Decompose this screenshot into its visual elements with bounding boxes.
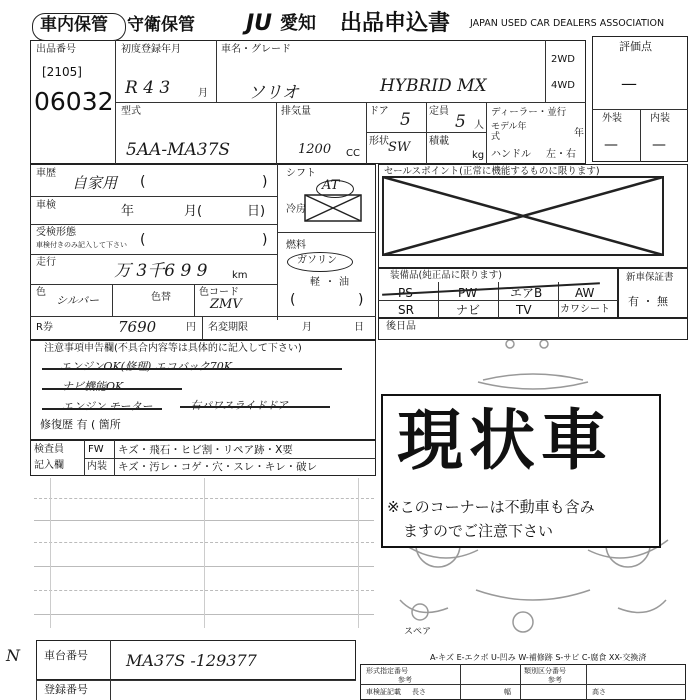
handle-label: ハンドル [491,149,531,160]
lot-bracket: [2105] [42,65,82,79]
sales-point-cross [382,176,664,256]
capacity-label: 定員 [429,106,449,117]
notes-line3b-strike [180,406,330,408]
notes-line1-strike [42,368,342,370]
dealer-label: ディーラー・並行 [491,107,567,118]
displacement-label: 排気量 [281,106,311,117]
new-cert-options: 有 ・ 無 [628,295,668,308]
mileage-unit: km [232,270,248,281]
type-label: 型式 [121,106,141,117]
fuel-gas: ガソリン [297,255,337,266]
form-title: 出品申込書 [340,11,451,36]
equip-airbag: エアB [510,286,543,300]
new-cert-label: 新車保証書 [626,272,674,283]
equipment-label: 装備品(純正品に限ります) [390,270,502,281]
org-name: 愛知 [280,13,316,34]
shape-label: 形状 [369,136,389,147]
length-label: 長さ [412,688,426,696]
color-value: シルバー [56,294,99,307]
rating-value: — [621,74,637,93]
banner-note2: ますのでご注意下さい [403,522,554,540]
post-box [378,318,688,340]
recycle-value: 7690 [118,318,157,336]
history-value: 自家用 [72,174,118,192]
checker-row1: キズ・飛石・ヒビ割・リペア跡・X要 [118,444,293,456]
inspection-month: 月( [184,204,203,219]
first-reg-unit: 月 [198,88,208,99]
displacement-unit: CC [346,148,360,159]
equip-navi: ナビ [456,303,481,317]
history-open: ( [140,174,146,190]
type-value: 5AA-MA37S [126,140,231,160]
drive-4wd: 4WD [551,80,575,91]
banner-title: 現状車 [397,402,613,479]
recycle-label: R券 [36,322,53,333]
mileage-value: 万 3千6 9 9 [114,261,208,281]
history-label: 車歴 [36,168,56,179]
lot-label: 出品番号 [36,44,76,55]
checker-label2: 記入欄 [34,460,64,471]
equip-pw: PW [458,286,478,300]
ju-logo: JU [246,11,273,36]
repair-history: 修復歴 有 ( 箇所 [40,418,121,431]
height-label: 高さ [592,688,606,696]
deadline-label: 名変期限 [208,322,248,333]
name-label: 車名・グレード [221,44,291,55]
deadline-month: 月 [302,322,312,333]
recv-open: ( [140,232,146,248]
recv-close: ) [262,232,268,248]
size-label: 車検証記載 [366,688,401,696]
model-year-label: モデル年式 [491,122,527,142]
fuel-label: 燃料 [286,240,306,251]
post-label: 後日品 [386,321,416,332]
damage-legend: A-キズ E-エクボ U-凹み W-補修跡 S-サビ C-腐食 XX-交換済 [430,653,647,662]
chassis-label: 車台番号 [44,649,88,662]
equip-sr: SR [398,303,414,317]
notes-line3b: 右パワスライドドア [190,399,289,412]
class-code-ref: 参考 [548,676,562,684]
capacity-value: 5 [455,112,466,132]
notes-label: 注意事項申告欄(不具合内容等は具体的に記入して下さい) [44,343,302,354]
fuel-close: ) [358,292,364,308]
recycle-unit: 円 [186,322,196,333]
fuel-oil: 油 [339,277,349,288]
inspection-label: 車検 [36,200,56,211]
chassis-value: MA37S -129377 [126,651,257,670]
checker-int: 内装 [87,461,107,472]
fuel-light: 軽 [310,277,320,288]
exterior-label: 外装 [602,113,622,124]
shift-label: シフト [286,168,316,179]
banner-note1: ※このコーナーは不動車も含み [387,498,595,516]
model-year-unit: 年 [574,128,584,139]
class-code-label: 類別区分番号 [524,667,566,675]
sales-point-label: セールスポイント(正常に機能するものに限ります) [384,166,600,177]
color-code-label: 色コード [199,287,239,298]
deadline-day: 日 [354,322,364,333]
interior-label: 内装 [650,113,670,124]
notes-line2-strike [42,388,182,390]
reg-label: 登録番号 [44,683,88,696]
history-close: ) [262,174,268,190]
stamp-right-text: 守衛保管 [127,15,195,35]
exterior-value: — [604,137,618,153]
fuel-dot: ・ [325,277,335,288]
equip-tv: TV [516,303,532,317]
type-code-label: 形式指定番号 [366,667,408,675]
notes-line1: エンジンOK(修理) エコバック70K [60,360,232,373]
door-label: ドア [369,106,389,117]
checker-label1: 検査員 [34,444,64,455]
inspection-year: 年 [121,204,135,219]
assoc-name: JAPAN USED CAR DEALERS ASSOCIATION [470,18,665,29]
equip-ps: PS [398,286,413,300]
notes-line2: ナビ機能OK [62,380,124,393]
door-value: 5 [400,110,411,130]
width-label: 幅 [504,688,511,696]
interior-value: — [652,137,666,153]
equip-leather: カワシート [560,304,610,315]
displacement-value: 1200 [298,142,332,157]
recv-note: 車検付きのみ記入して下さい [36,241,127,249]
shape-value: SW [388,140,411,155]
shift-value: AT [322,178,340,193]
load-label: 積載 [429,136,449,147]
stamp-left-text: 車内保管 [40,15,108,35]
mileage-label: 走行 [36,257,56,268]
checker-row2: キズ・汚レ・コゲ・穴・スレ・キレ・破レ [118,461,318,473]
drive-2wd: 2WD [551,54,575,65]
notes-line3-strike [42,408,162,410]
notes-line3: エンジン モーター [62,400,153,413]
lot-number: 06032 [34,87,114,116]
equip-aw: AW [575,286,595,300]
type-code-ref: 参考 [398,676,412,684]
color-label: 色 [36,287,46,298]
color-change: 色替 [151,292,171,303]
fuel-open: ( [290,292,296,308]
cold-cross [304,194,362,222]
capacity-unit: 人 [474,120,484,131]
rating-label: 評価点 [619,40,652,53]
spare-label: スペア [404,627,432,637]
cold-label: 冷房 [286,204,306,215]
model-name: ソリオ [248,83,299,103]
grade-name: HYBRID MX [380,76,487,96]
color-code-value: ZMV [210,297,242,312]
margin-mark: N [6,646,20,665]
handle-lr: 左・右 [546,149,576,160]
checker-fw: FW [88,444,104,455]
load-unit: kg [472,150,485,161]
first-reg-label: 初度登録年月 [121,44,181,55]
recv-label: 受検形態 [36,227,76,238]
inspection-day: 日) [247,204,266,219]
first-reg-value: R 4 3 [125,78,171,98]
